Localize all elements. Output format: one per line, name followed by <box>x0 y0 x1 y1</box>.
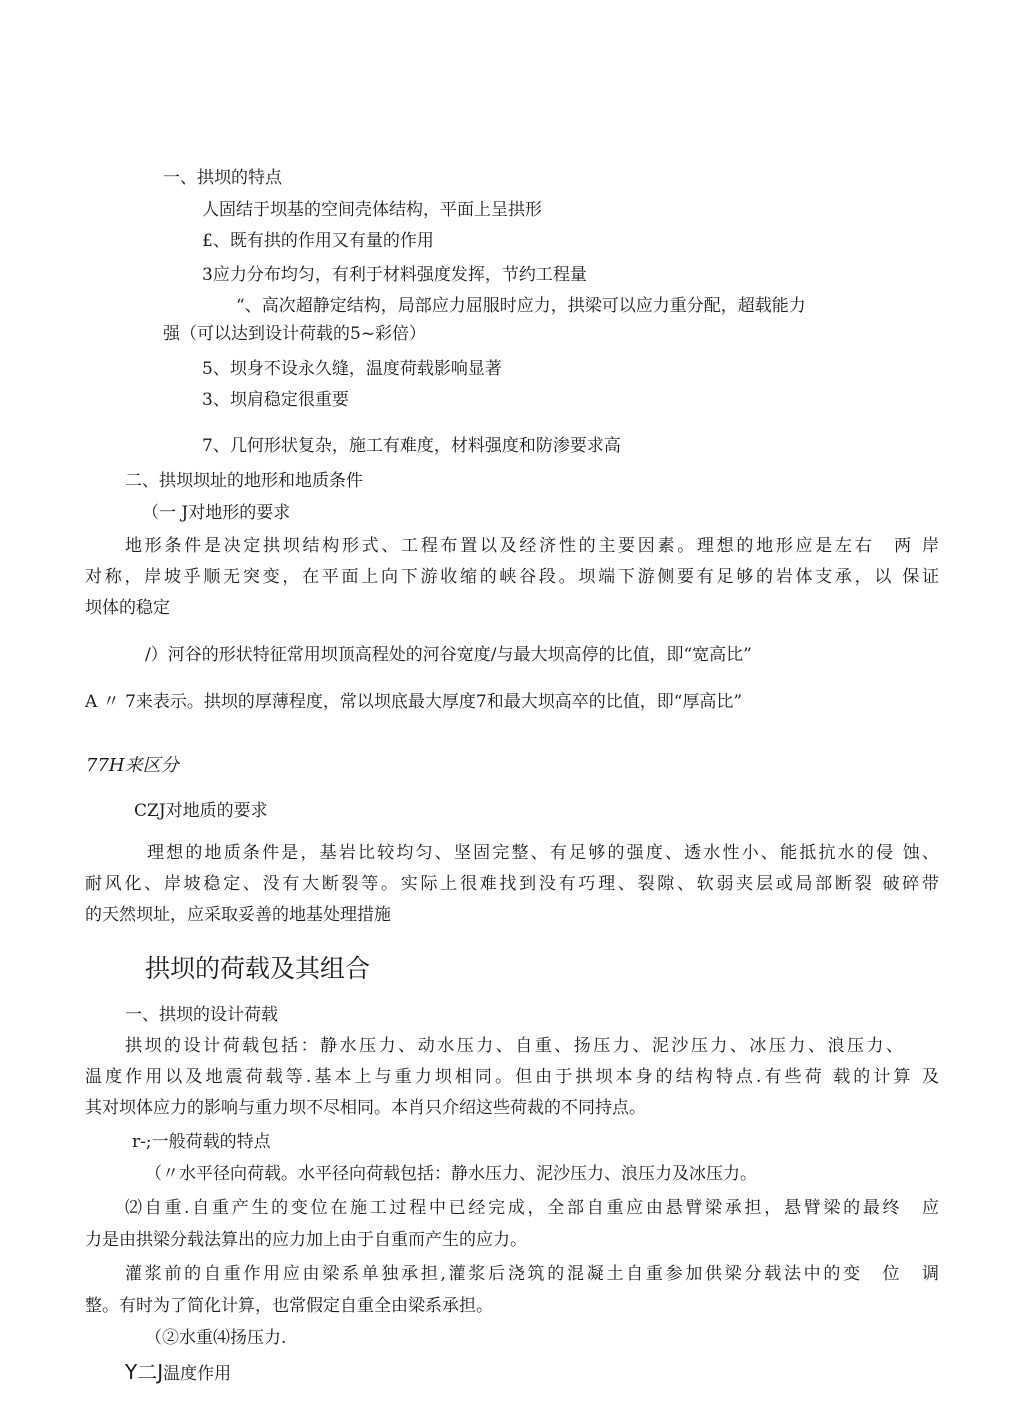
paragraph-line: ⑵自重.自重产生的变位在施工过程中已经完成，全部自重应由悬臂梁承担，悬臂梁的最终 应 <box>125 1198 939 1218</box>
section-heading: 一、拱坝的特点 <box>163 168 282 188</box>
list-item-continuation: 强（可以达到设计荷载的5~彩倍） <box>163 324 427 344</box>
paragraph-line: /）河谷的形状特征常用坝顶高程处的河谷宽度/与最大坝高停的比值，即“宽高比” <box>145 645 752 665</box>
list-item: 5、坝身不设永久缝，温度荷载影响显著 <box>202 359 502 379</box>
paragraph-line: 77H来区分 <box>86 755 179 776</box>
subsection-heading: （一 J对地形的要求 <box>142 503 291 523</box>
list-item: 人固结于坝基的空间壳体结构，平面上呈拱形 <box>202 200 542 220</box>
paragraph-line: 耐风化、岸坡稳定、没有大断裂等。实际上很难找到没有巧理、裂隙、软弱夹层或局部断裂 破碎带 <box>85 874 939 894</box>
paragraph-line: （〃水平径向荷载。水平径向荷载包括：静水压力、泥沙压力、浪压力及冰压力。 <box>145 1164 757 1184</box>
subsection-heading <box>125 1362 231 1384</box>
list-item: 3、坝肩稳定很重要 <box>202 390 349 410</box>
paragraph-line: 对称，岸坡乎顺无突变，在平面上向下游收缩的峡谷段。坝端下游侧要有足够的岩体支承，以 保证 <box>85 567 939 587</box>
paragraph-line: 力是由拱梁分载法算出的应力加上由于自重而产生的应力。 <box>85 1230 527 1250</box>
paragraph-line: 理想的地质条件是，基岩比较均匀、坚固完整、有足够的强度、透水性小、能抵抗水的侵 蚀、 <box>147 843 939 863</box>
paragraph-line: 整。有时为了简化计算，也常假定自重全由梁系承担。 <box>85 1296 493 1316</box>
paragraph-line: 灌浆前的自重作用应由梁系单独承担,灌浆后浇筑的混凝土自重参加供梁分载法中的变 位 调 <box>125 1264 939 1284</box>
subsection-label: 温度作用 <box>163 1364 232 1384</box>
paragraph-line: 其对坝体应力的影响与重力坝不尽相同。本肖只介绍这些荷裁的不同持点。 <box>85 1098 646 1118</box>
paragraph-line: 地形条件是决定拱坝结构形式、工程布置以及经济性的主要因素。理想的地形应是左右 两 岸 <box>125 536 939 556</box>
subsection-heading: r-;一般荷载的特点 <box>132 1132 271 1152</box>
paragraph-line: （②水重⑷扬压力. <box>145 1328 287 1348</box>
section-heading: 一、拱坝的设计荷载 <box>125 1005 278 1025</box>
section-heading: 二、拱坝坝址的地形和地质条件 <box>125 471 363 491</box>
list-item: 7、几何形状复杂，施工有难度，材料强度和防渗要求高 <box>202 436 621 456</box>
chapter-title: 拱坝的荷载及其组合 <box>145 954 371 983</box>
list-item: £、既有拱的作用又有量的作用 <box>202 231 434 251</box>
list-item: 3应力分布均匀，有利于材料强度发挥，节约工程量 <box>202 265 587 285</box>
paragraph-line: 的天然坝址，应采取妥善的地基处理措施 <box>85 905 391 925</box>
paragraph-line: 拱坝的设计荷载包括：静水压力、动水压力、自重、扬压力、泥沙压力、冰压力、浪压力、 <box>125 1036 903 1056</box>
paragraph-line: 坝体的稳定 <box>85 598 170 618</box>
paragraph-line: 温度作用以及地震荷载等.基本上与重力坝相同。但由于拱坝本身的结构特点.有些荷 载的计算 及 <box>85 1067 939 1087</box>
subsection-number: Y二J <box>125 1360 164 1384</box>
list-item: “、高次超静定结构，局部应力屈服时应力，拱梁可以应力重分配，超载能力 <box>236 296 806 316</box>
subsection-heading: CZJ对地质的要求 <box>134 801 268 821</box>
paragraph-line: A 〃 7来表示。拱坝的厚薄程度，常以坝底最大厚度7和最大坝高卒的比值，即“厚高比” <box>85 692 743 712</box>
